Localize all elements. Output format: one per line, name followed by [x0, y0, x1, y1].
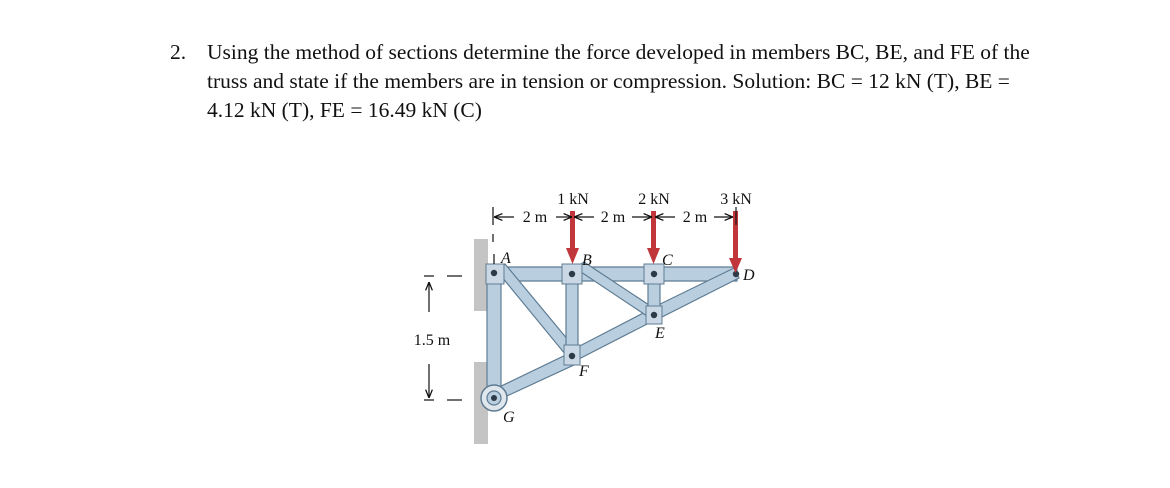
member-AD [488, 267, 737, 281]
load-arrow-B [566, 211, 579, 264]
joint-label-F: F [579, 363, 589, 380]
joint-label-D: D [743, 267, 755, 284]
joint-label-A: A [501, 250, 511, 267]
joint-label-C: C [662, 252, 673, 269]
problem-number: 2. [170, 40, 187, 64]
spacing-label-1: 2 m [522, 209, 548, 226]
load-label-B: 1 kN [557, 191, 589, 208]
pin-support-G [481, 385, 507, 411]
joint-label-G: G [503, 409, 515, 426]
problem-text: Using the method of sections determine the force developed in members BC, BE, and FE of the truss and state if the members are in tension or compression. Solution: BC = 12 kN (T), BE = 4.12 kN (T), FE = 16.49 kN (C) [207, 40, 1030, 122]
spacing-label-3: 2 m [682, 209, 708, 226]
load-label-C: 2 kN [638, 191, 670, 208]
load-arrow-C [647, 211, 660, 264]
height-label: 1.5 m [413, 332, 451, 349]
truss-members [487, 262, 739, 402]
spacing-label-2: 2 m [600, 209, 626, 226]
member-FE [570, 309, 655, 362]
member-AG [487, 269, 501, 398]
load-label-D: 3 kN [720, 191, 752, 208]
joint-label-B: B [582, 252, 592, 269]
joint-label-E: E [655, 325, 665, 342]
